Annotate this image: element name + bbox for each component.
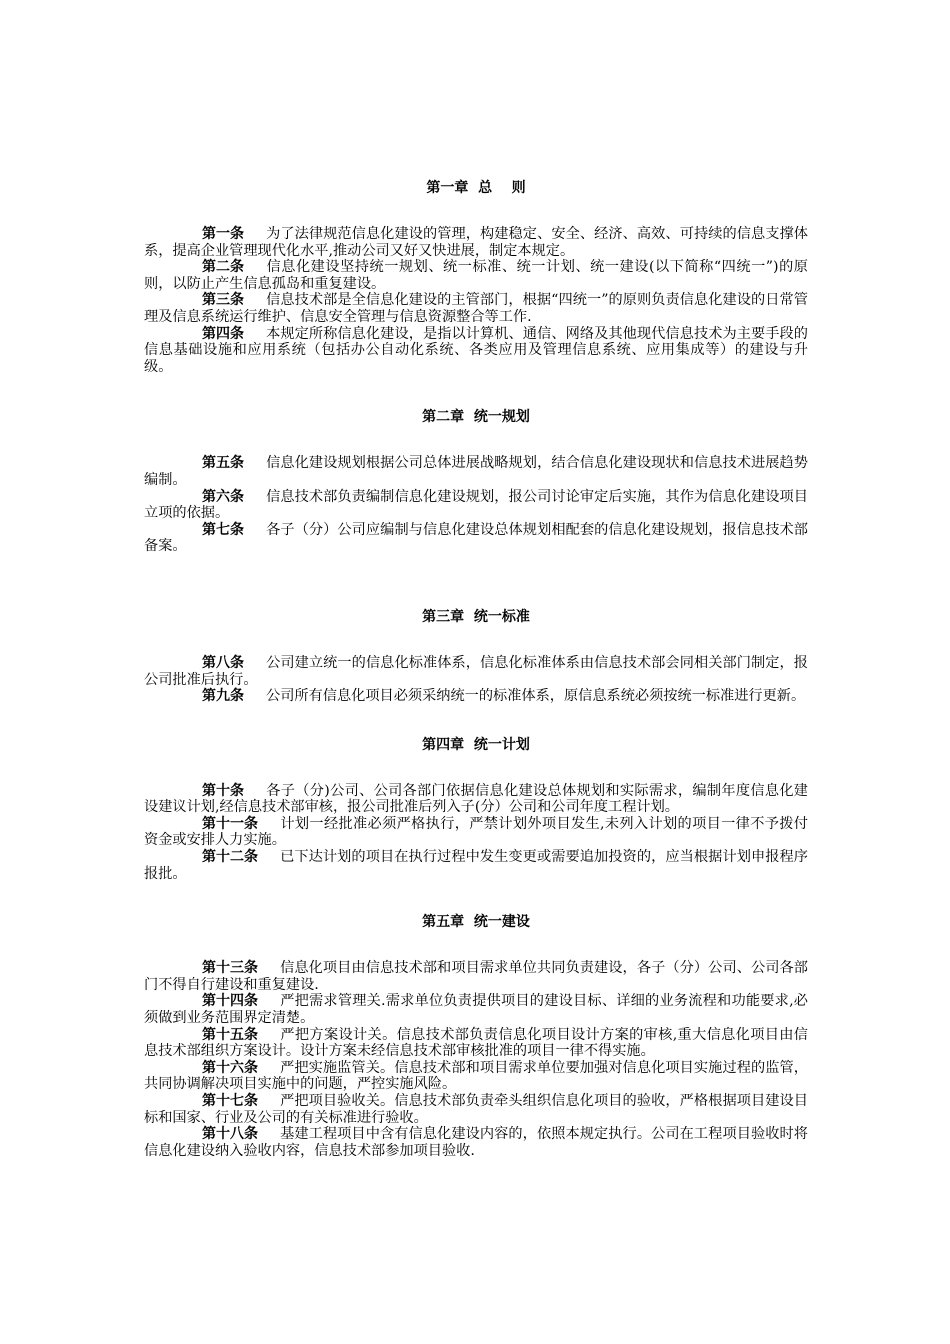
article-paragraph	[144, 1027, 808, 1060]
article-label: 第六条	[202, 488, 244, 505]
article-paragraph	[144, 1093, 808, 1126]
article-label: 第十四条	[202, 993, 258, 1010]
article-label: 第十五条	[202, 1026, 258, 1043]
article-paragraph	[144, 993, 808, 1026]
article-label: 第十八条	[202, 1126, 258, 1143]
article-label: 第十六条	[202, 1059, 258, 1076]
chapter-title: 第四章 统一计划	[422, 736, 530, 753]
article-text: 各子（分)公司、公司各部门依据信息化建设总体规划和实际需求，编制年度信息化建设建议计划,经信息技术部审核，报公司批准后列入子(分）公司和公司年度工程计划。	[144, 782, 808, 816]
article-text: 信息化建设坚持统一规划、统一标准、统一计划、统一建设(以下简称“四统一”)的原则，以防止产生信息孤岛和重复建设。	[144, 259, 808, 292]
article-paragraph	[144, 259, 808, 292]
article-paragraph	[144, 1060, 808, 1093]
article-label: 第一条	[202, 226, 244, 242]
article-text: 基建工程项目中含有信息化建设内容的，依照本规定执行。公司在工程项目验收时将信息化建设纳入验收内容，信息技术部参加项目验收.	[144, 1126, 808, 1159]
article-paragraph	[144, 1126, 808, 1159]
article-text: 严把需求管理关.需求单位负责提供项目的建设目标、详细的业务流程和功能要求,必须做到业务范围界定清楚。	[144, 993, 808, 1027]
article-label: 第二条	[202, 259, 244, 276]
article-paragraph	[144, 292, 808, 325]
article-paragraph	[144, 326, 808, 376]
chapter-title: 第一章 总 则	[426, 180, 526, 196]
article-text: 信息化项目由信息技术部和项目需求单位共同负责建设，各子（分）公司、公司各部门不得自行建设和重复建设.	[144, 960, 808, 993]
article-text: 严把方案设计关。信息技术部负责信息化项目设计方案的审核,重大信息化项目由信息技术部组织方案设计。设计方案未经信息技术部审核批准的项目一律不得实施。	[144, 1026, 808, 1060]
article-label: 第三条	[202, 292, 244, 309]
article-text: 信息化建设规划根据公司总体进展战略规划，结合信息化建设现状和信息技术进展趋势编制。	[144, 455, 808, 488]
article-text: 本规定所称信息化建设，是指以计算机、通信、网络及其他现代信息技术为主要手段的信息基础设施和应用系统（包括办公自动化系统、各类应用及管理信息系统、应用集成等）的建设与升级。	[144, 325, 808, 375]
article-label: 第十条	[202, 782, 244, 799]
article-text: 信息技术部负责编制信息化建设规划，报公司讨论审定后实施，其作为信息化建设项目立项的依据。	[144, 488, 808, 522]
article-paragraph	[144, 455, 808, 488]
article-label: 第七条	[202, 521, 244, 538]
article-paragraph	[144, 688, 808, 705]
article-paragraph	[144, 522, 808, 555]
chapter-title: 第五章 统一建设	[422, 914, 530, 931]
article-label: 第十二条	[202, 849, 258, 866]
chapter-title: 第二章 统一规划	[422, 409, 530, 426]
document-body	[144, 178, 808, 1159]
article-text: 信息技术部是全信息化建设的主管部门，根据“四统一”的原则负责信息化建设的日常管理及信息系统运行维护、信息安全管理与信息资源整合等工作.	[144, 292, 808, 325]
article-text: 计划一经批准必须严格执行，严禁计划外项目发生,未列入计划的项目一律不予拨付资金或安排人力实施。	[144, 815, 808, 849]
article-paragraph	[144, 960, 808, 993]
article-text: 公司建立统一的信息化标准体系，信息化标准体系由信息技术部会同相关部门制定，报公司批准后执行。	[144, 654, 808, 688]
article-label: 第四条	[202, 325, 244, 342]
article-label: 第十七条	[202, 1093, 258, 1109]
article-paragraph	[144, 489, 808, 522]
article-label: 第八条	[202, 654, 244, 671]
article-label: 第五条	[202, 455, 244, 472]
article-text: 已下达计划的项目在执行过程中发生变更或需要追加投资的，应当根据计划申报程序报批。	[144, 849, 808, 882]
article-paragraph	[144, 849, 808, 882]
article-paragraph	[144, 816, 808, 849]
article-paragraph	[144, 783, 808, 816]
article-text: 为了法律规范信息化建设的管理，构建稳定、安全、经济、高效、可持续的信息支撑体系，提高企业管理现代化水平,推动公司又好又快进展，制定本规定。	[144, 226, 808, 259]
article-text: 各子（分）公司应编制与信息化建设总体规划相配套的信息化建设规划，报信息技术部备案。	[144, 521, 808, 555]
article-text: 严把实施监管关。信息技术部和项目需求单位要加强对信息化项目实施过程的监管，共同协调解决项目实施中的问题，严控实施风险。	[144, 1059, 808, 1093]
article-text: 严把项目验收关。信息技术部负责牵头组织信息化项目的验收，严格根据项目建设目标和国家、行业及公司的有关标准进行验收。	[144, 1093, 808, 1126]
article-paragraph	[144, 226, 808, 259]
article-text: 公司所有信息化项目必须采纳统一的标准体系，原信息系统必须按统一标准进行更新。	[266, 688, 806, 705]
article-label: 第九条	[202, 688, 244, 705]
article-paragraph	[144, 655, 808, 688]
chapter-title: 第三章 统一标准	[422, 608, 530, 625]
article-label: 第十一条	[202, 815, 258, 832]
article-label: 第十三条	[202, 960, 258, 977]
